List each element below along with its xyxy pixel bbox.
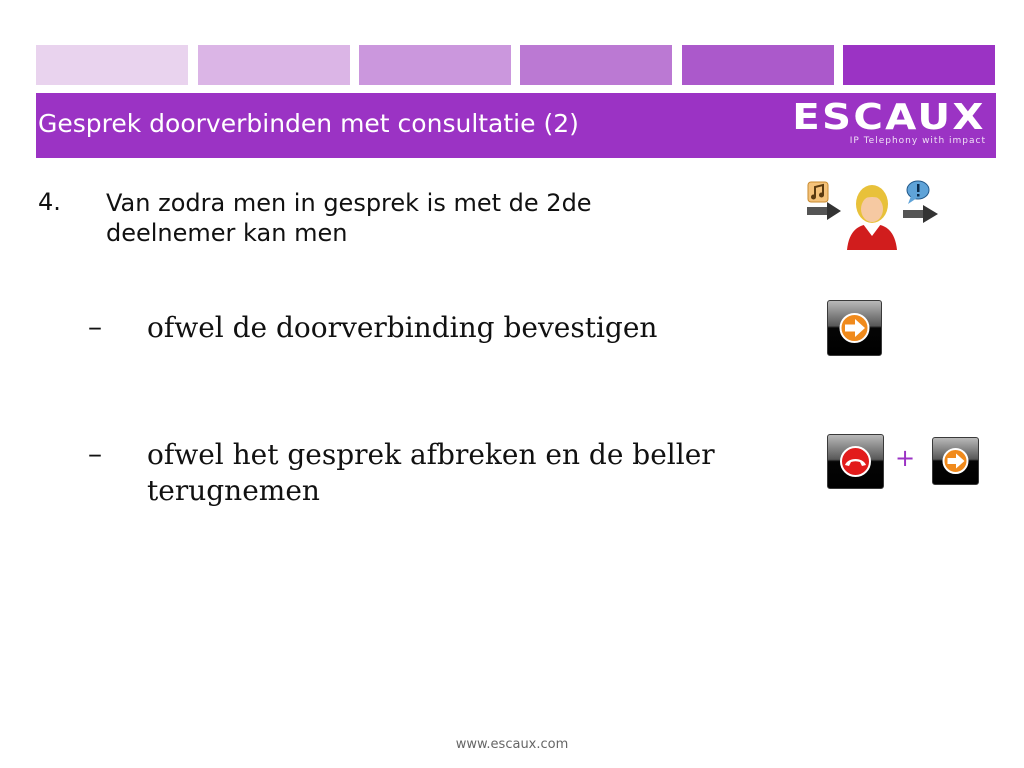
logo-tagline: IP Telephony with impact [849,136,986,146]
header-swatch-2 [198,45,350,85]
title-bar [36,93,996,158]
header-swatch-1 [36,45,188,85]
music-note-icon [808,182,828,202]
option-confirm-transfer-text: ofwel de doorverbinding bevestigen [147,311,658,344]
header-swatch-5 [682,45,834,85]
arrow-right-icon [807,202,841,220]
hangup-key-icon [827,434,884,489]
transfer-key-icon [932,437,979,485]
footer-url: www.escaux.com [455,737,569,752]
step-text: Van zodra men in gesprek is met de 2de deelnemer kan men [106,189,592,247]
consultation-illustration [805,178,940,250]
escaux-logo [778,97,986,148]
header-swatch-4 [520,45,672,85]
slide-title: Gesprek doorverbinden met consultatie (2) [38,109,579,138]
arrow-right-icon [903,205,938,223]
option-dash: – [88,437,102,470]
speech-bubble-icon [907,181,929,204]
header-swatch-6 [843,45,995,85]
logo-word: ESCAUX [792,97,986,138]
person-icon [847,185,897,250]
plus-sign: + [895,444,916,472]
header-swatch-3 [359,45,511,85]
option-hangup-retrieve-text: ofwel het gesprek afbreken en de beller terugnemen [147,438,715,507]
step-number: 4. [38,188,61,216]
transfer-key-icon [827,300,882,356]
option-dash: – [88,310,102,343]
